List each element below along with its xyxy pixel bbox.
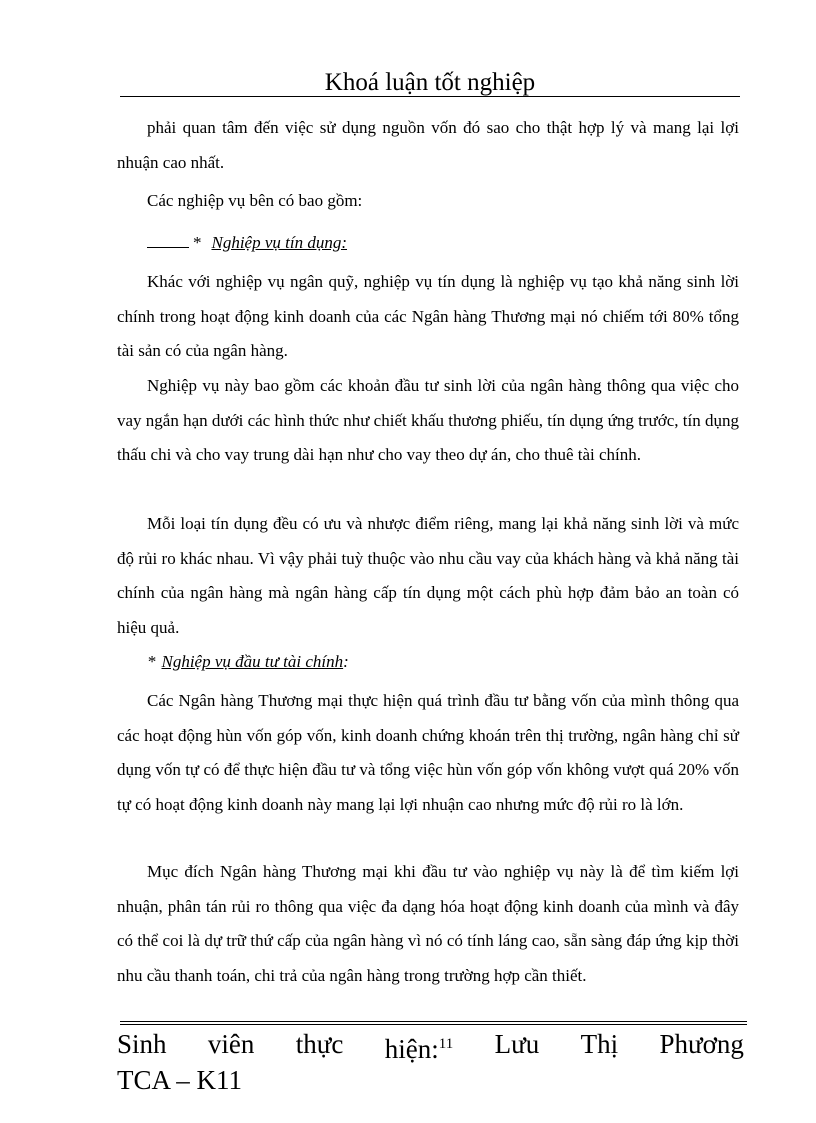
footer-word: viên bbox=[207, 1029, 255, 1059]
footer-word: Sinh bbox=[117, 1029, 167, 1059]
footer-word-with-page bbox=[385, 1029, 453, 1065]
subheading-bullet: * bbox=[193, 233, 202, 252]
footer-word: Phương bbox=[659, 1029, 744, 1059]
footer-word: thực bbox=[295, 1029, 344, 1059]
paragraph-1: phải quan tâm đến việc sử dụng nguồn vốn đó sao cho thật hợp lý và mang lại lợi nhuận cao nhất. bbox=[117, 118, 739, 172]
paragraph-6: Các Ngân hàng Thương mại thực hiện quá trình đầu tư bằng vốn của mình thông qua các hoạt động hùn vốn góp vốn, kinh doanh chứng khoán trên thị trường, ngân hàng chỉ sử dụng vốn tự có để thực hiện đầu tư và tổng việc hùn vốn góp vốn không vượt quá 20% vốn tự có hoạt động kinh doanh này mang lại lợi nhuận cao nhưng mức độ rủi ro là lớn. bbox=[117, 691, 739, 814]
footer-word: hiện: bbox=[384, 1034, 439, 1064]
paragraph-4: Nghiệp vụ này bao gồm các khoản đầu tư sinh lời của ngân hàng thông qua việc cho vay ngắn hạn dưới các hình thức như chiết khấu thương phiếu, tín dụng ứng trước, tín dụng thấu chi và cho vay trung dài hạn như cho vay theo dự án, cho thuê tài chính. bbox=[117, 376, 739, 465]
paragraph-3: Khác với nghiệp vụ ngân quỹ, nghiệp vụ tín dụng là nghiệp vụ tạo khả năng sinh lời chính trong hoạt động kinh doanh của các Ngân hàng Thương mại nó chiếm tới 80% tổng tài sản có của ngân hàng. bbox=[117, 272, 739, 361]
footer-word: Thị bbox=[580, 1029, 619, 1059]
page-number: 11 bbox=[438, 1036, 454, 1052]
page-footer bbox=[117, 1029, 744, 1096]
subheading-colon: : bbox=[343, 652, 349, 671]
page-header-title: Khoá luận tốt nghiệp bbox=[324, 69, 536, 96]
paragraph-7: Mục đích Ngân hàng Thương mại khi đầu tư vào nghiệp vụ này là để tìm kiếm lợi nhuận, phân tán rủi ro thông qua việc đa dạng hóa hoạt động kinh doanh của mình và đây có thể coi là dự trữ thứ cấp của ngân hàng vì nó có tính láng cao, sẵn sàng đáp ứng kịp thời nhu cầu thanh toán, chi trả của ngân hàng trong trường hợp cần thiết. bbox=[117, 862, 739, 985]
subheading-investment bbox=[147, 645, 349, 679]
footer-line-2: TCA – K11 bbox=[117, 1065, 243, 1095]
subheading-credit bbox=[147, 226, 347, 260]
header-rule bbox=[120, 96, 740, 97]
subheading-investment-text: Nghiệp vụ đầu tư tài chính bbox=[161, 652, 344, 671]
paragraph-2: Các nghiệp vụ bên có bao gồm: bbox=[147, 191, 363, 210]
paragraph-5: Mỗi loại tín dụng đều có ưu và nhược điểm riêng, mang lại khả năng sinh lời và mức độ rủi ro khác nhau. Vì vậy phải tuỳ thuộc vào nhu cầu vay của khách hàng và khả năng tài chính của ngân hàng mà ngân hàng cấp tín dụng một cách phù hợp đảm bảo an toàn có hiệu quả. bbox=[117, 514, 739, 637]
subheading-credit-text: Nghiệp vụ tín dụng: bbox=[211, 233, 348, 252]
blank-underline bbox=[147, 233, 189, 248]
footer-word: Lưu bbox=[494, 1029, 540, 1059]
footer-rule-bottom bbox=[120, 1024, 747, 1025]
footer-rule-top bbox=[120, 1021, 747, 1022]
footer-line-1 bbox=[117, 1029, 744, 1065]
subheading-bullet: * bbox=[147, 652, 156, 671]
